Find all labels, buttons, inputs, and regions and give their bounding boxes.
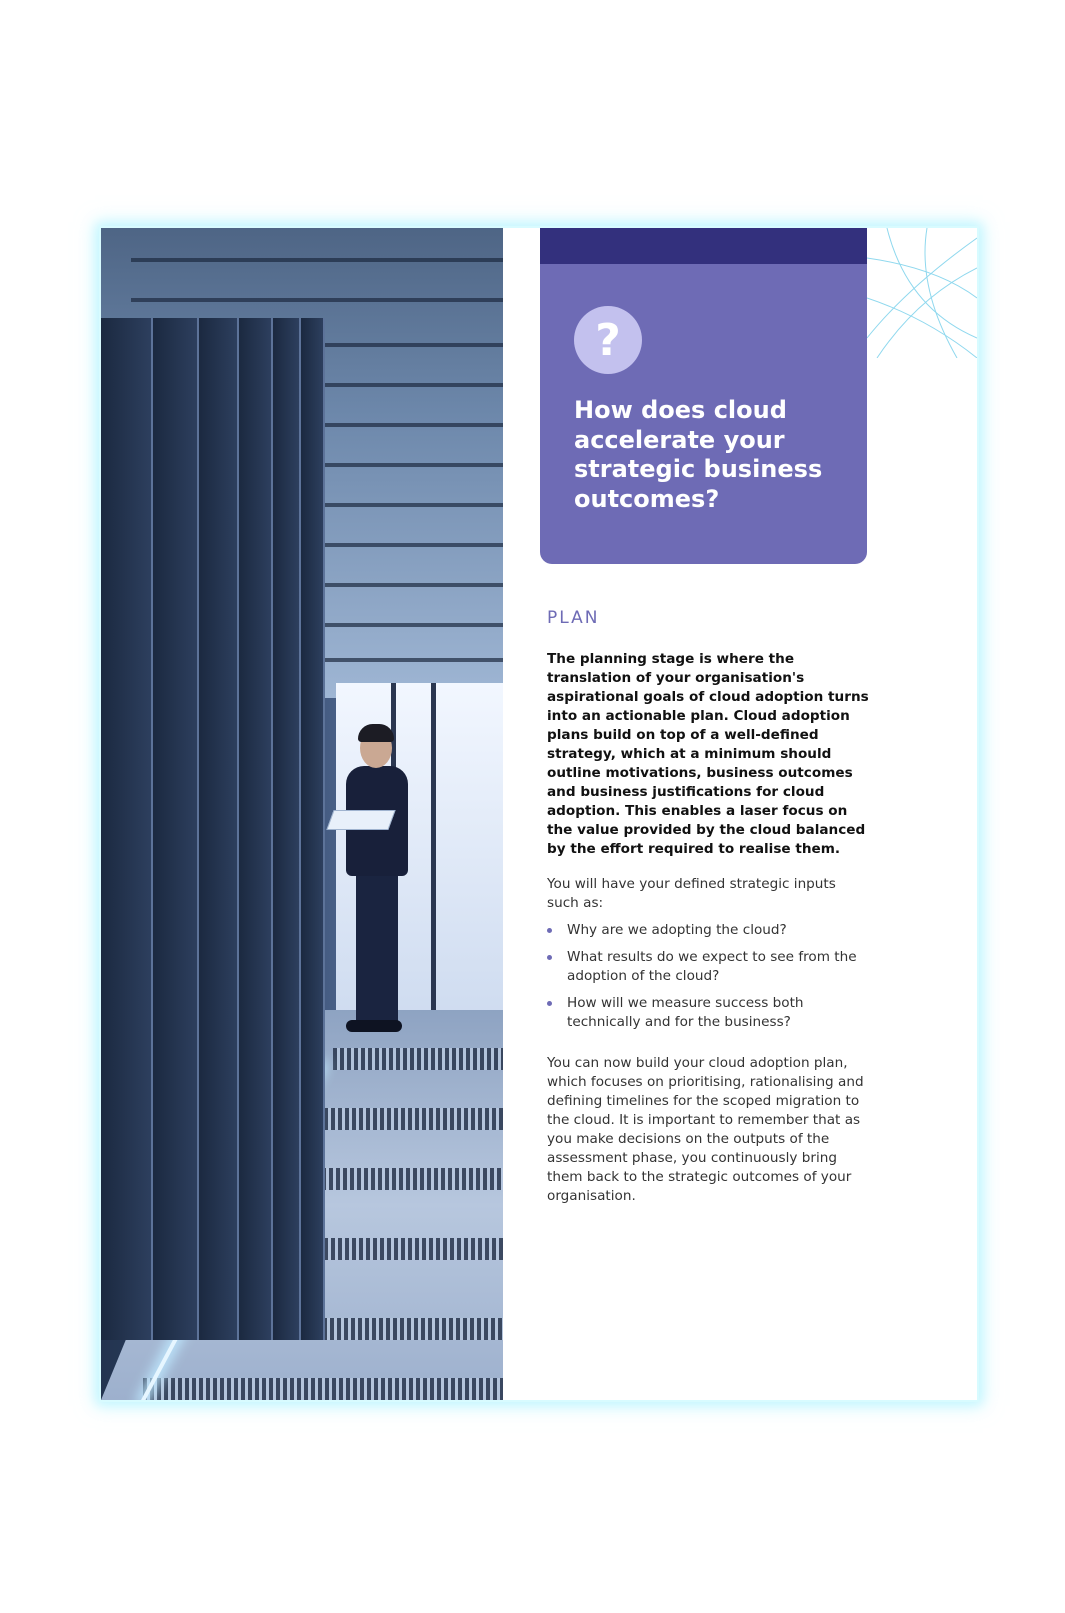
closing-paragraph: You can now build your cloud adoption plan, which focuses on prioritising, rationalising and defining timelines for the scoped migration to the cloud. It is important to remember that as you make decisions on the outputs of the assessment phase, you continuously bring them back to the strategic outcomes of your organisation. [547,1055,864,1204]
list-item-text: Why are we adopting the cloud? [567,922,787,938]
list-item [547,948,869,986]
network-lines-decoration [867,228,977,358]
strategic-inputs-list [547,921,869,1032]
list-item [547,994,869,1032]
lead-paragraph: The planning stage is where the translation of your organisation's aspirational goals of cloud adoption turns into an actionable plan. Cloud adoption plans build on top of a well-defined strategy, which at a minimum should outline motivations, business outcomes and business justifications for cloud adoption. This enables a laser focus on the value provided by the cloud balanced by the effort required to realise them. [547,651,869,857]
list-item [547,921,869,940]
header-bar [540,228,867,265]
section-label: PLAN [547,608,600,628]
intro-paragraph: You will have your defined strategic inputs such as: [547,876,836,911]
question-card [540,264,867,564]
list-item-text: What results do we expect to see from the adoption of the cloud? [567,949,857,984]
laptop [326,810,395,830]
list-item-text: How will we measure success both technically and for the business? [567,995,804,1030]
server-room-photo [101,228,503,1400]
plan-section [547,608,869,1206]
question-icon: ? [574,306,642,374]
document-page [101,228,977,1400]
card-title: How does cloud accelerate your strategic business outcomes? [574,396,823,513]
server-racks [101,318,331,1340]
person-with-laptop [336,728,416,1058]
